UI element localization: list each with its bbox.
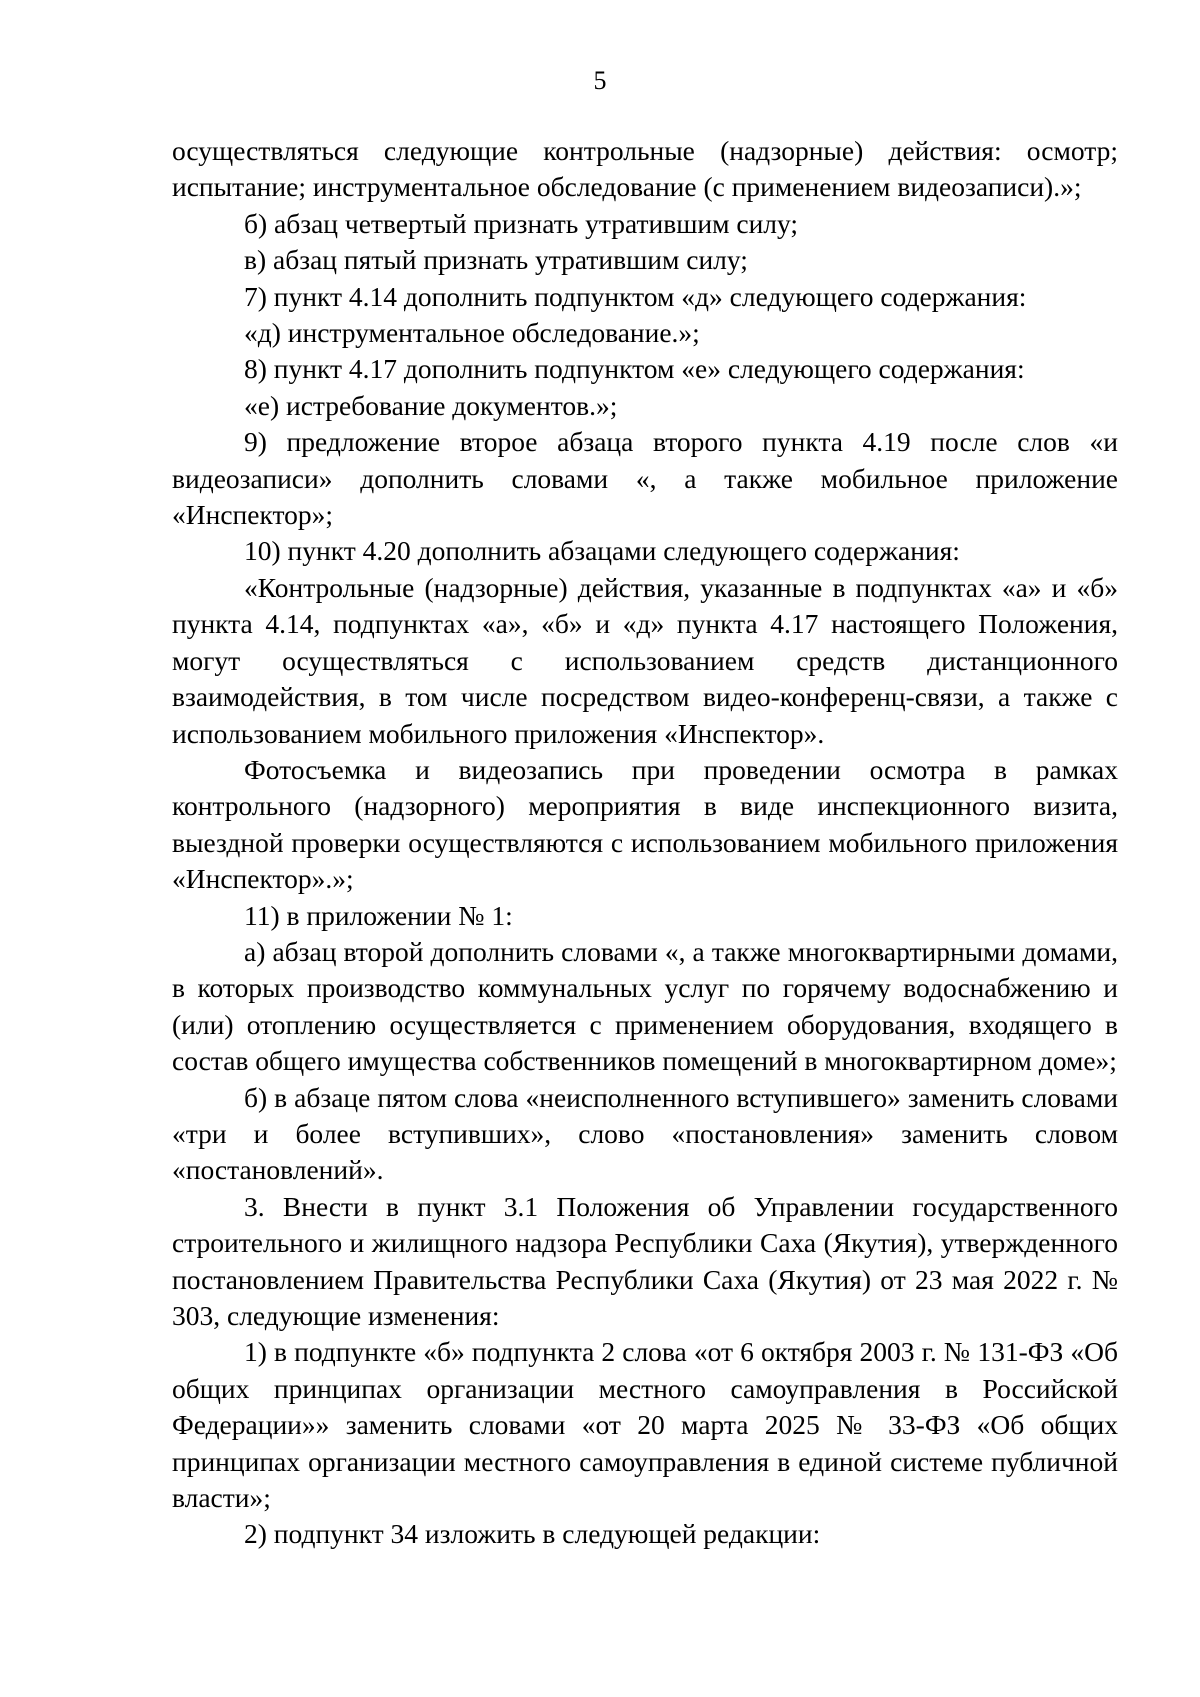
- paragraph: Фотосъемка и видеозапись при проведении осмотра в рамках контрольного (надзорного) мероприятия в виде инспекционного визита, выездной проверки осуществляются с использованием мобильного приложения «Инспектор».»;: [172, 753, 1118, 895]
- paragraph: 8) пункт 4.17 дополнить подпунктом «е» следующего содержания:: [244, 353, 1025, 385]
- paragraph: «е) истребование документов.»;: [244, 389, 618, 421]
- paragraph: б) абзац четвертый признать утратившим силу;: [244, 207, 799, 239]
- paragraph: «д) инструментальное обследование.»;: [244, 317, 700, 349]
- paragraph: «Контрольные (надзорные) действия, указанные в подпунктах «а» и «б» пункта 4.14, подпунктах «а», «б» и «д» пункта 4.17 настоящего Положения, могут осуществляться с использованием средств дистанционного взаимодействия, в том числе посредством видео-конференц-связи, а также с использованием мобильного приложения «Инспектор».: [172, 571, 1118, 749]
- paragraph: осуществляться следующие контрольные (надзорные) действия: осмотр; испытание; инструментальное обследование (с применением видеозаписи).»;: [172, 135, 1118, 203]
- paragraph: 2) подпункт 34 изложить в следующей редакции:: [244, 1518, 821, 1550]
- paragraph: а) абзац второй дополнить словами «, а также многоквартирными домами, в которых производство коммунальных услуг по горячему водоснабжению и (или) отоплению осуществляется с применением оборудования, входящего в состав общего имущества собственников помещений в многоквартирном доме»;: [172, 935, 1118, 1077]
- paragraph: б) в абзаце пятом слова «неисполненного вступившего» заменить словами «три и более вступивших», слово «постановления» заменить словом «постановлений».: [172, 1081, 1118, 1186]
- paragraph: 11) в приложении № 1:: [244, 899, 513, 931]
- document-body: [172, 133, 1118, 1553]
- paragraph: 1) в подпункте «б» подпункта 2 слова «от 6 октября 2003 г. № 131-ФЗ «Об общих принципах организации местного самоуправления в Российской Федерации»» заменить словами «от 20 марта 2025 № 33-ФЗ «Об общих принципах организации местного самоуправления в единой системе публичной власти»;: [172, 1336, 1118, 1514]
- paragraph: в) абзац пятый признать утратившим силу;: [244, 244, 748, 276]
- page-number: 5: [593, 66, 607, 95]
- paragraph: 3. Внести в пункт 3.1 Положения об Управлении государственного строительного и жилищного надзора Республики Саха (Якутия), утвержденного постановлением Правительства Республики Саха (Якутия) от 23 мая 2022 г. № 303, следующие изменения:: [172, 1190, 1118, 1331]
- paragraph: 9) предложение второе абзаца второго пункта 4.19 после слов «и видеозаписи» дополнить словами «, а также мобильное приложение «Инспектор»;: [172, 426, 1118, 531]
- paragraph: 7) пункт 4.14 дополнить подпунктом «д» следующего содержания:: [244, 280, 1027, 312]
- paragraph: 10) пункт 4.20 дополнить абзацами следующего содержания:: [244, 535, 960, 567]
